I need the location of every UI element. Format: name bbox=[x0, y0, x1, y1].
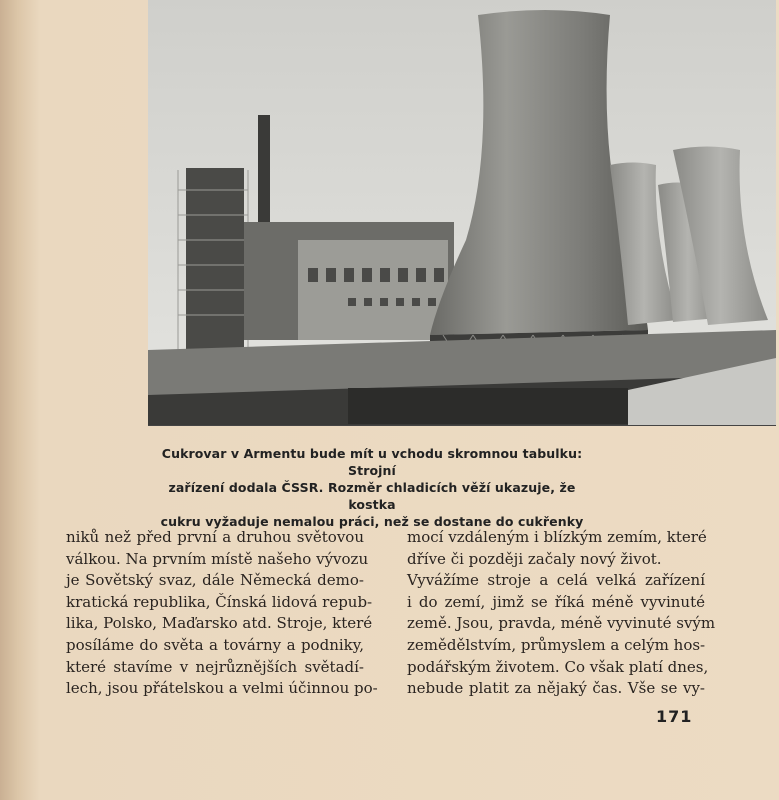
caption-line: Cukrovar v Armentu bude mít u vchodu skromnou tabulku: Strojní bbox=[161, 446, 583, 478]
text-line: podářským životem. Co však platí dnes, bbox=[407, 657, 709, 676]
caption-line: cukru vyžaduje nemalou práci, než se dostane do cukřenky bbox=[160, 514, 584, 529]
factory-photo bbox=[148, 0, 776, 426]
page-number: 171 bbox=[656, 707, 693, 726]
text-line: mocí vzdáleným i blízkým zemím, které bbox=[407, 528, 707, 546]
text-line: je Sovětský svaz, dále Německá demo- bbox=[66, 571, 364, 590]
text-line: země. Jsou, pravda, méně vyvinuté svým bbox=[407, 614, 716, 633]
photo-caption bbox=[152, 445, 592, 530]
text-line: nebude platit za nějaký čas. Vše se vy- bbox=[407, 679, 705, 698]
caption-line: zařízení dodala ČSSR. Rozměr chladicích věží ukazuje, že kostka bbox=[168, 480, 576, 512]
left-text-column bbox=[66, 527, 378, 700]
text-line: zemědělstvím, průmyslem a celým hos- bbox=[407, 635, 706, 654]
text-line: které stavíme v nejrůznějších světadí- bbox=[66, 657, 364, 676]
right-text-column bbox=[407, 527, 716, 700]
text-line: válkou. Na prvním místě našeho vývozu bbox=[66, 549, 369, 568]
text-line: kratická republika, Čínská lidová repub- bbox=[66, 592, 373, 611]
text-line: lech, jsou přátelskou a velmi účinnou po- bbox=[66, 679, 378, 698]
text-line: posíláme do světa a továrny a podniky, bbox=[66, 635, 364, 654]
text-line: i do zemí, jimž se říká méně vyvinuté bbox=[407, 592, 705, 611]
text-line: dříve či později začaly nový život. bbox=[407, 549, 662, 568]
text-line: lika, Polsko, Maďarsko atd. Stroje, které bbox=[66, 614, 373, 633]
text-line: Vyvážíme stroje a celá velká zařízení bbox=[407, 571, 705, 590]
text-line: niků než před první a druhou světovou bbox=[66, 528, 364, 546]
